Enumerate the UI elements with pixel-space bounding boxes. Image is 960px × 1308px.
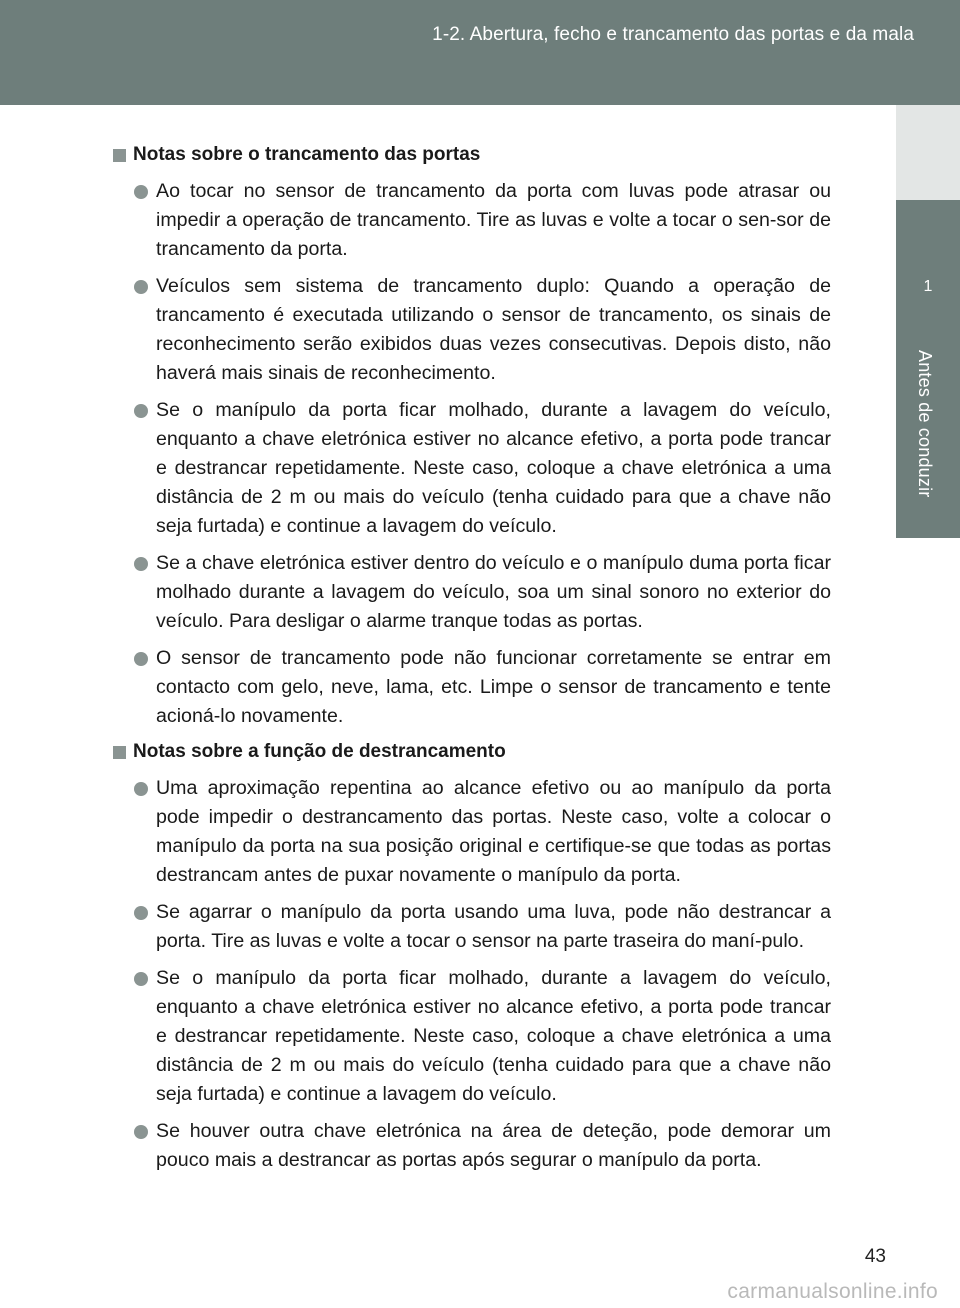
circle-bullet-icon (134, 972, 148, 986)
header-bar (0, 0, 960, 105)
circle-bullet-icon (134, 652, 148, 666)
page-number: 43 (864, 1246, 886, 1267)
list-item-text: Se houver outra chave eletrónica na área de deteção, pode demorar um pouco mais a destrancar as portas após segurar o manípulo da porta. (156, 1120, 831, 1171)
list-item-text: Se o manípulo da porta ficar molhado, durante a lavagem do veículo, enquanto a chave eletrónica estiver no alcance efetivo, a porta pode trancar e destrancar repetidamente. Neste caso, coloque a chave eletrónica a uma distância de 2 m ou mais do veículo (tenha cuidado para que a chave não seja furtada) e continue a lavagem do veículo. (156, 967, 831, 1105)
list-item (113, 396, 831, 541)
section-title (113, 142, 831, 168)
circle-bullet-icon (134, 906, 148, 920)
circle-bullet-icon (134, 782, 148, 796)
list-item-text: Se agarrar o manípulo da porta usando uma luva, pode não destrancar a porta. Tire as luvas e volte a tocar o sensor na parte traseira do maní-pulo. (156, 901, 831, 952)
circle-bullet-icon (134, 404, 148, 418)
list-item-text: Uma aproximação repentina ao alcance efetivo ou ao manípulo da porta pode impedir o destrancamento das portas. Neste caso, volte a colocar o manípulo da porta na sua posição original e certifique-se que todas as portas destrancam antes de puxar novamente o manípulo da porta. (156, 777, 831, 886)
list-item (113, 964, 831, 1109)
section-title-text: Notas sobre o trancamento das portas (133, 144, 481, 165)
circle-bullet-icon (134, 557, 148, 571)
circle-bullet-icon (134, 280, 148, 294)
list-item-text: O sensor de trancamento pode não funcionar corretamente se entrar em contacto com gelo, neve, lama, etc. Limpe o sensor de trancamento e tente acioná-lo novamente. (156, 647, 831, 727)
list-item (113, 549, 831, 636)
page-content (113, 142, 831, 1183)
list-item (113, 272, 831, 388)
list-item (113, 774, 831, 890)
list-item (113, 898, 831, 956)
square-bullet-icon (113, 746, 126, 759)
header-title: 1-2. Abertura, fecho e trancamento das portas e da mala (432, 24, 914, 45)
chapter-number: 1 (923, 278, 933, 295)
section-title (113, 739, 831, 765)
watermark: carmanualsonline.info (727, 1280, 938, 1303)
side-tab-upper (896, 105, 960, 200)
chapter-side-tab (896, 200, 960, 538)
list-item-text: Ao tocar no sensor de trancamento da porta com luvas pode atrasar ou impedir a operação de trancamento. Tire as luvas e volte a tocar o sen-sor de trancamento da porta. (156, 180, 831, 260)
circle-bullet-icon (134, 185, 148, 199)
list-item (113, 1117, 831, 1175)
list-item-text: Se o manípulo da porta ficar molhado, durante a lavagem do veículo, enquanto a chave eletrónica estiver no alcance efetivo, a porta pode trancar e destrancar repetidamente. Neste caso, coloque a chave eletrónica a uma distância de 2 m ou mais do veículo (tenha cuidado para que a chave não seja furtada) e continue a lavagem do veículo. (156, 399, 831, 537)
list-item-text: Veículos sem sistema de trancamento duplo: Quando a operação de trancamento é executada utilizando o sensor de trancamento, os sinais de reconhecimento serão exibidos duas vezes consecutivas. Depois disto, não haverá mais sinais de reconhecimento. (156, 275, 831, 384)
square-bullet-icon (113, 149, 126, 162)
section-title-text: Notas sobre a função de destrancamento (133, 741, 506, 762)
chapter-label: Antes de conduzir (915, 350, 935, 498)
circle-bullet-icon (134, 1125, 148, 1139)
list-item (113, 177, 831, 264)
list-item (113, 644, 831, 731)
list-item-text: Se a chave eletrónica estiver dentro do veículo e o manípulo duma porta ficar molhado durante a lavagem do veículo, soa um sinal sonoro no exterior do veículo. Para desligar o alarme tranque todas as portas. (156, 552, 831, 632)
